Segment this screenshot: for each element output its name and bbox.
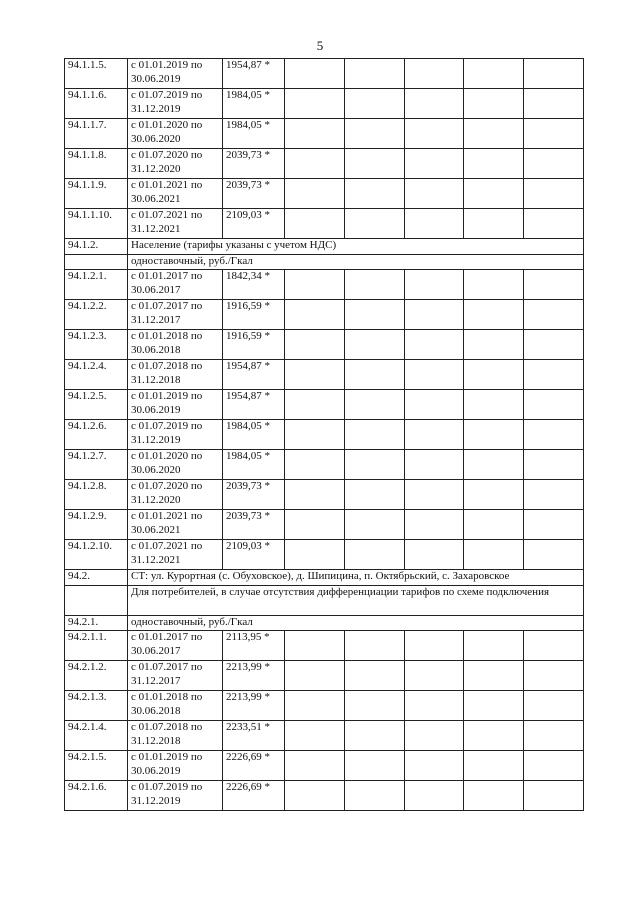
row-code: 94.1.2.9. bbox=[65, 510, 128, 540]
period-line: 31.12.2017 bbox=[131, 674, 181, 687]
period-cell bbox=[128, 420, 223, 450]
tariff-value: 2039,73 * bbox=[223, 480, 285, 510]
empty-cell bbox=[285, 510, 345, 540]
empty-cell bbox=[464, 330, 524, 360]
row-code: 94.1.2.4. bbox=[65, 360, 128, 390]
table-row bbox=[65, 179, 584, 209]
empty-cell bbox=[285, 390, 345, 420]
table-row bbox=[65, 721, 584, 751]
table-row bbox=[65, 89, 584, 119]
empty-cell bbox=[524, 540, 584, 570]
tariff-value: 2039,73 * bbox=[223, 179, 285, 209]
section-header-row bbox=[65, 570, 584, 586]
empty-cell bbox=[344, 540, 404, 570]
tariff-value: 1954,87 * bbox=[223, 390, 285, 420]
row-code bbox=[65, 585, 128, 615]
empty-cell bbox=[524, 510, 584, 540]
empty-cell bbox=[464, 721, 524, 751]
empty-cell bbox=[464, 119, 524, 149]
period-cell bbox=[128, 480, 223, 510]
period-line: 30.06.2019 bbox=[131, 764, 181, 777]
row-code: 94.1.2.2. bbox=[65, 300, 128, 330]
table-row bbox=[65, 300, 584, 330]
empty-cell bbox=[404, 540, 464, 570]
period-line: 30.06.2018 bbox=[131, 343, 181, 356]
empty-cell bbox=[344, 300, 404, 330]
row-code: 94.1.2.3. bbox=[65, 330, 128, 360]
table-row bbox=[65, 540, 584, 570]
period-cell bbox=[128, 510, 223, 540]
period-line: 30.06.2021 bbox=[131, 192, 181, 205]
section-header-row bbox=[65, 254, 584, 270]
empty-cell bbox=[404, 300, 464, 330]
empty-cell bbox=[344, 179, 404, 209]
empty-cell bbox=[464, 179, 524, 209]
row-code: 94.2. bbox=[65, 570, 128, 586]
row-code: 94.1.1.10. bbox=[65, 209, 128, 239]
table-row bbox=[65, 270, 584, 300]
period-line: 31.12.2019 bbox=[131, 794, 181, 807]
empty-cell bbox=[344, 751, 404, 781]
empty-cell bbox=[524, 300, 584, 330]
table-row bbox=[65, 420, 584, 450]
tariff-value: 1984,05 * bbox=[223, 119, 285, 149]
empty-cell bbox=[524, 270, 584, 300]
empty-cell bbox=[344, 59, 404, 89]
period-cell bbox=[128, 751, 223, 781]
empty-cell bbox=[344, 270, 404, 300]
table-row bbox=[65, 390, 584, 420]
empty-cell bbox=[285, 751, 345, 781]
empty-cell bbox=[285, 270, 345, 300]
period-cell bbox=[128, 89, 223, 119]
tariff-table bbox=[64, 58, 584, 811]
empty-cell bbox=[285, 360, 345, 390]
empty-cell bbox=[524, 330, 584, 360]
empty-cell bbox=[344, 390, 404, 420]
empty-cell bbox=[404, 691, 464, 721]
period-cell bbox=[128, 540, 223, 570]
empty-cell bbox=[285, 330, 345, 360]
period-line: с 01.01.2019 по bbox=[131, 390, 203, 402]
empty-cell bbox=[464, 420, 524, 450]
period-cell bbox=[128, 721, 223, 751]
table-row bbox=[65, 450, 584, 480]
empty-cell bbox=[404, 450, 464, 480]
empty-cell bbox=[524, 390, 584, 420]
empty-cell bbox=[524, 480, 584, 510]
empty-cell bbox=[524, 420, 584, 450]
empty-cell bbox=[285, 450, 345, 480]
period-line: с 01.01.2019 по bbox=[131, 751, 203, 763]
table-row bbox=[65, 661, 584, 691]
period-line: 30.06.2017 bbox=[131, 283, 181, 296]
row-code: 94.1.2.10. bbox=[65, 540, 128, 570]
empty-cell bbox=[344, 89, 404, 119]
table-row bbox=[65, 691, 584, 721]
empty-cell bbox=[344, 450, 404, 480]
empty-cell bbox=[464, 781, 524, 811]
empty-cell bbox=[464, 510, 524, 540]
period-line: 30.06.2021 bbox=[131, 523, 181, 536]
page-number: 5 bbox=[316, 38, 324, 53]
row-code: 94.2.1.3. bbox=[65, 691, 128, 721]
empty-cell bbox=[524, 59, 584, 89]
period-line: 30.06.2017 bbox=[131, 644, 181, 657]
period-line: с 01.07.2018 по bbox=[131, 721, 203, 733]
empty-cell bbox=[464, 661, 524, 691]
period-line: 31.12.2020 bbox=[131, 162, 181, 175]
empty-cell bbox=[285, 420, 345, 450]
row-code: 94.1.1.8. bbox=[65, 149, 128, 179]
row-code: 94.1.1.5. bbox=[65, 59, 128, 89]
empty-cell bbox=[464, 360, 524, 390]
empty-cell bbox=[285, 540, 345, 570]
tariff-value: 1916,59 * bbox=[223, 300, 285, 330]
section-header-text: одноставочный, руб./Гкал bbox=[128, 615, 584, 631]
period-line: с 01.07.2019 по bbox=[131, 781, 203, 793]
empty-cell bbox=[404, 631, 464, 661]
section-header-row bbox=[65, 239, 584, 255]
empty-cell bbox=[404, 209, 464, 239]
row-code: 94.1.2. bbox=[65, 239, 128, 255]
period-cell bbox=[128, 59, 223, 89]
table-row bbox=[65, 751, 584, 781]
empty-cell bbox=[464, 59, 524, 89]
period-cell bbox=[128, 390, 223, 420]
empty-cell bbox=[404, 59, 464, 89]
empty-cell bbox=[285, 89, 345, 119]
table-row bbox=[65, 59, 584, 89]
period-cell bbox=[128, 450, 223, 480]
empty-cell bbox=[344, 631, 404, 661]
table-row bbox=[65, 510, 584, 540]
tariff-value: 1916,59 * bbox=[223, 330, 285, 360]
empty-cell bbox=[404, 330, 464, 360]
empty-cell bbox=[404, 781, 464, 811]
table-row bbox=[65, 480, 584, 510]
table-row bbox=[65, 209, 584, 239]
period-line: 30.06.2019 bbox=[131, 403, 181, 416]
empty-cell bbox=[404, 420, 464, 450]
empty-cell bbox=[524, 119, 584, 149]
empty-cell bbox=[524, 149, 584, 179]
empty-cell bbox=[285, 179, 345, 209]
tariff-value: 1984,05 * bbox=[223, 450, 285, 480]
empty-cell bbox=[464, 390, 524, 420]
table-row bbox=[65, 631, 584, 661]
row-code: 94.1.2.8. bbox=[65, 480, 128, 510]
period-line: с 01.07.2017 по bbox=[131, 300, 203, 312]
empty-cell bbox=[344, 480, 404, 510]
period-line: 31.12.2021 bbox=[131, 222, 181, 235]
empty-cell bbox=[404, 179, 464, 209]
empty-cell bbox=[285, 480, 345, 510]
period-line: с 01.07.2018 по bbox=[131, 360, 203, 372]
empty-cell bbox=[464, 480, 524, 510]
empty-cell bbox=[524, 631, 584, 661]
tariff-value: 2039,73 * bbox=[223, 149, 285, 179]
period-line: с 01.07.2021 по bbox=[131, 540, 203, 552]
table-row bbox=[65, 330, 584, 360]
period-cell bbox=[128, 330, 223, 360]
period-cell bbox=[128, 631, 223, 661]
row-code: 94.2.1.4. bbox=[65, 721, 128, 751]
empty-cell bbox=[285, 59, 345, 89]
tariff-value: 2233,51 * bbox=[223, 721, 285, 751]
row-code bbox=[65, 254, 128, 270]
empty-cell bbox=[404, 149, 464, 179]
empty-cell bbox=[524, 661, 584, 691]
empty-cell bbox=[404, 510, 464, 540]
table-row bbox=[65, 119, 584, 149]
empty-cell bbox=[404, 89, 464, 119]
empty-cell bbox=[464, 149, 524, 179]
tariff-value: 1842,34 * bbox=[223, 270, 285, 300]
empty-cell bbox=[344, 691, 404, 721]
empty-cell bbox=[524, 179, 584, 209]
period-line: с 01.01.2017 по bbox=[131, 631, 203, 643]
empty-cell bbox=[404, 721, 464, 751]
table-row bbox=[65, 781, 584, 811]
period-line: с 01.01.2019 по bbox=[131, 59, 203, 71]
tariff-value: 1954,87 * bbox=[223, 59, 285, 89]
empty-cell bbox=[285, 631, 345, 661]
period-cell bbox=[128, 119, 223, 149]
empty-cell bbox=[344, 781, 404, 811]
empty-cell bbox=[524, 751, 584, 781]
empty-cell bbox=[464, 89, 524, 119]
empty-cell bbox=[285, 119, 345, 149]
empty-cell bbox=[404, 360, 464, 390]
empty-cell bbox=[285, 149, 345, 179]
period-line: 30.06.2019 bbox=[131, 72, 181, 85]
period-line: с 01.01.2021 по bbox=[131, 510, 203, 522]
empty-cell bbox=[404, 751, 464, 781]
period-line: с 01.01.2020 по bbox=[131, 119, 203, 131]
section-header-row bbox=[65, 615, 584, 631]
row-code: 94.1.2.5. bbox=[65, 390, 128, 420]
row-code: 94.1.2.1. bbox=[65, 270, 128, 300]
period-line: с 01.01.2018 по bbox=[131, 691, 203, 703]
period-cell bbox=[128, 300, 223, 330]
empty-cell bbox=[285, 300, 345, 330]
empty-cell bbox=[285, 209, 345, 239]
tariff-value: 2109,03 * bbox=[223, 209, 285, 239]
period-line: 31.12.2018 bbox=[131, 734, 181, 747]
period-line: с 01.01.2020 по bbox=[131, 450, 203, 462]
section-header-text: СТ: ул. Курортная (с. Обуховское), д. Шипицина, п. Октябрьский, с. Захаровское bbox=[128, 570, 584, 586]
period-cell bbox=[128, 360, 223, 390]
section-header-row bbox=[65, 585, 584, 615]
period-cell bbox=[128, 691, 223, 721]
empty-cell bbox=[285, 781, 345, 811]
row-code: 94.2.1. bbox=[65, 615, 128, 631]
row-code: 94.2.1.2. bbox=[65, 661, 128, 691]
empty-cell bbox=[464, 450, 524, 480]
section-header-text: Для потребителей, в случае отсутствия дифференциации тарифов по схеме подключения bbox=[128, 585, 584, 615]
row-code: 94.1.2.7. bbox=[65, 450, 128, 480]
empty-cell bbox=[344, 721, 404, 751]
empty-cell bbox=[524, 209, 584, 239]
empty-cell bbox=[404, 661, 464, 691]
tariff-value: 2109,03 * bbox=[223, 540, 285, 570]
period-line: 31.12.2018 bbox=[131, 373, 181, 386]
empty-cell bbox=[344, 420, 404, 450]
period-cell bbox=[128, 179, 223, 209]
empty-cell bbox=[285, 661, 345, 691]
empty-cell bbox=[524, 721, 584, 751]
tariff-value: 2113,95 * bbox=[223, 631, 285, 661]
period-cell bbox=[128, 149, 223, 179]
empty-cell bbox=[524, 781, 584, 811]
period-line: 30.06.2018 bbox=[131, 704, 181, 717]
period-cell bbox=[128, 270, 223, 300]
period-line: 30.06.2020 bbox=[131, 132, 181, 145]
period-line: 31.12.2019 bbox=[131, 102, 181, 115]
empty-cell bbox=[344, 360, 404, 390]
empty-cell bbox=[464, 270, 524, 300]
empty-cell bbox=[464, 691, 524, 721]
row-code: 94.1.2.6. bbox=[65, 420, 128, 450]
empty-cell bbox=[404, 480, 464, 510]
empty-cell bbox=[524, 360, 584, 390]
table-row bbox=[65, 360, 584, 390]
period-cell bbox=[128, 209, 223, 239]
empty-cell bbox=[344, 119, 404, 149]
period-line: 31.12.2021 bbox=[131, 553, 181, 566]
empty-cell bbox=[464, 540, 524, 570]
period-line: с 01.01.2021 по bbox=[131, 179, 203, 191]
empty-cell bbox=[285, 721, 345, 751]
period-line: 31.12.2020 bbox=[131, 493, 181, 506]
period-line: с 01.07.2019 по bbox=[131, 420, 203, 432]
period-line: с 01.01.2017 по bbox=[131, 270, 203, 282]
empty-cell bbox=[344, 149, 404, 179]
empty-cell bbox=[404, 390, 464, 420]
period-line: с 01.07.2019 по bbox=[131, 89, 203, 101]
tariff-value: 2226,69 * bbox=[223, 781, 285, 811]
table-row bbox=[65, 149, 584, 179]
period-line: 30.06.2020 bbox=[131, 463, 181, 476]
tariff-value: 2213,99 * bbox=[223, 691, 285, 721]
empty-cell bbox=[464, 751, 524, 781]
period-cell bbox=[128, 781, 223, 811]
period-line: с 01.07.2020 по bbox=[131, 149, 203, 161]
period-line: 31.12.2019 bbox=[131, 433, 181, 446]
empty-cell bbox=[404, 270, 464, 300]
empty-cell bbox=[524, 691, 584, 721]
empty-cell bbox=[344, 510, 404, 540]
row-code: 94.1.1.6. bbox=[65, 89, 128, 119]
tariff-value: 1984,05 * bbox=[223, 89, 285, 119]
period-line: с 01.07.2021 по bbox=[131, 209, 203, 221]
period-line: с 01.07.2020 по bbox=[131, 480, 203, 492]
row-code: 94.1.1.9. bbox=[65, 179, 128, 209]
tariff-value: 2226,69 * bbox=[223, 751, 285, 781]
tariff-value: 1984,05 * bbox=[223, 420, 285, 450]
period-cell bbox=[128, 661, 223, 691]
row-code: 94.2.1.6. bbox=[65, 781, 128, 811]
empty-cell bbox=[524, 450, 584, 480]
empty-cell bbox=[464, 631, 524, 661]
empty-cell bbox=[344, 330, 404, 360]
period-line: с 01.07.2017 по bbox=[131, 661, 203, 673]
tariff-value: 2039,73 * bbox=[223, 510, 285, 540]
section-header-text: Население (тарифы указаны с учетом НДС) bbox=[128, 239, 584, 255]
tariff-value: 2213,99 * bbox=[223, 661, 285, 691]
empty-cell bbox=[524, 89, 584, 119]
row-code: 94.2.1.1. bbox=[65, 631, 128, 661]
empty-cell bbox=[464, 300, 524, 330]
tariff-value: 1954,87 * bbox=[223, 360, 285, 390]
row-code: 94.2.1.5. bbox=[65, 751, 128, 781]
row-code: 94.1.1.7. bbox=[65, 119, 128, 149]
empty-cell bbox=[285, 691, 345, 721]
empty-cell bbox=[344, 209, 404, 239]
section-header-text: одноставочный, руб./Гкал bbox=[128, 254, 584, 270]
empty-cell bbox=[404, 119, 464, 149]
period-line: 31.12.2017 bbox=[131, 313, 181, 326]
tariff-table-body bbox=[65, 59, 584, 811]
empty-cell bbox=[344, 661, 404, 691]
period-line: с 01.01.2018 по bbox=[131, 330, 203, 342]
empty-cell bbox=[464, 209, 524, 239]
